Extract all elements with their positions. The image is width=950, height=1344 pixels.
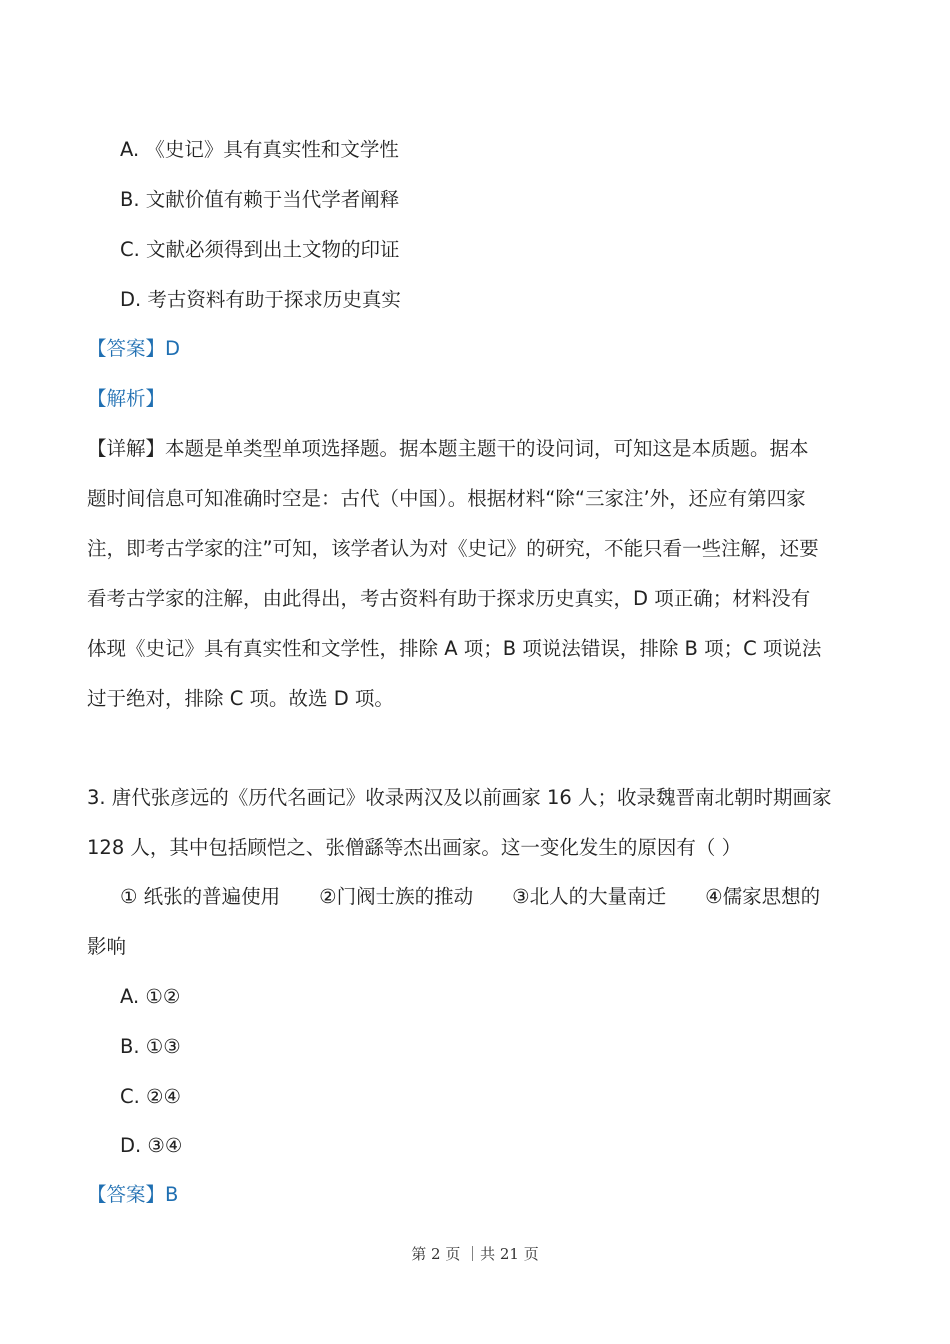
q2-explanation-line-1: 【详解】本题是单类型单项选择题。据本题主题干的设问词，可知这是本质题。据本: [87, 437, 809, 460]
q3-option-b: B. ①③: [120, 1035, 181, 1058]
q2-explanation-line-2: 题时间信息可知准确时空是：古代（中国）。根据材料“除“三家注’外，还应有第四家: [87, 487, 806, 510]
q2-explanation-line-3: 注，即考古学家的注”可知，该学者认为对《史记》的研究，不能只看一些注解，还要: [87, 537, 819, 560]
q2-explanation-line-6: 过于绝对，排除 C 项。故选 D 项。: [87, 687, 394, 710]
q3-stem-line-2: 128 人，其中包括顾恺之、张僧繇等杰出画家。这一变化发生的原因有（ ）: [87, 836, 742, 859]
q2-answer-tag: 【答案】D: [87, 337, 181, 360]
q3-items-continued: 影响: [87, 935, 127, 958]
q2-option-b: B. 文献价值有赖于当代学者阐释: [120, 188, 400, 211]
q3-items-line: ① 纸张的普遍使用 ②门阀士族的推动 ③北人的大量南迁 ④儒家思想的: [120, 885, 821, 908]
q2-option-a: A. 《史记》具有真实性和文学性: [120, 138, 399, 161]
q2-explanation-line-4: 看考古学家的注解，由此得出，考古资料有助于探求历史真实，D 项正确；材料没有: [87, 587, 811, 610]
q2-option-c: C. 文献必须得到出土文物的印证: [120, 238, 400, 261]
q2-option-d: D. 考古资料有助于探求历史真实: [120, 288, 401, 311]
q2-analysis-tag: 【解析】: [87, 387, 166, 410]
q3-option-c: C. ②④: [120, 1085, 181, 1108]
q3-answer-tag: 【答案】B: [87, 1183, 179, 1206]
page-footer: 第 2 页 ｜共 21 页: [411, 1245, 539, 1263]
q3-option-a: A. ①②: [120, 985, 181, 1008]
q2-explanation-line-5: 体现《史记》具有真实性和文学性，排除 A 项；B 项说法错误，排除 B 项；C 项说法: [87, 637, 822, 660]
q3-stem-line-1: 3. 唐代张彦远的《历代名画记》收录两汉及以前画家 16 人；收录魏晋南北朝时期画家: [87, 786, 832, 809]
q3-option-d: D. ③④: [120, 1134, 183, 1157]
